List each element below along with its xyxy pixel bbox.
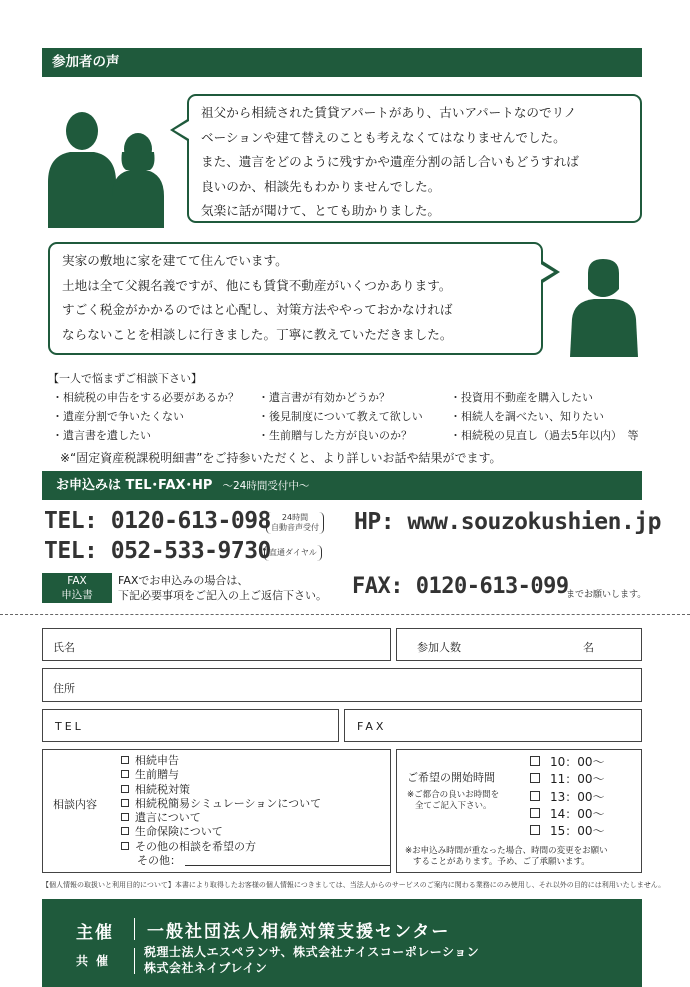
option-label: 遺言について: [135, 811, 201, 825]
time-box: [396, 749, 642, 873]
apply-banner: [42, 471, 642, 500]
consult-option[interactable]: [121, 811, 390, 825]
time-option[interactable]: [530, 806, 605, 823]
time-option[interactable]: [530, 754, 605, 771]
time-value: 14：00～: [550, 806, 605, 821]
name-label: 氏名: [53, 641, 75, 654]
concern-item: ・遺産分割で争いたくない: [52, 410, 184, 423]
time-note-line: 全てご記入下さい。: [415, 801, 492, 811]
woman-silhouette: [112, 133, 164, 228]
address-field[interactable]: [42, 668, 642, 702]
tel-field[interactable]: [42, 709, 339, 742]
fax-badge-line: 申込書: [61, 589, 93, 601]
consult-option[interactable]: [121, 840, 390, 854]
consult-option[interactable]: [121, 797, 390, 811]
testimonial-line: 気楽に話が聞けて、とても助かりました。: [201, 203, 441, 218]
fax-instruction-line: 下記必要事項をご記入の上ご返信下さい。: [118, 589, 327, 602]
checkbox[interactable]: [121, 842, 129, 850]
testimonial-line: ベーションや建て替えのことも考えなくてはなりませんでした。: [201, 129, 566, 145]
bubble-tail-inner: [174, 121, 189, 139]
time-note: [407, 790, 499, 812]
other-input-line[interactable]: [185, 865, 390, 866]
time-warning-line: することがあります。予め、ご了承願います。: [413, 857, 590, 867]
testimonial-line: 祖父から相続された賃貸アパートがあり、古いアパートなのでリノ: [201, 105, 577, 120]
participants-unit: 名: [583, 641, 594, 654]
option-label: 相続申告: [135, 754, 179, 767]
address-label: 住所: [53, 682, 75, 695]
fax-badge-line: FAX: [67, 575, 87, 587]
time-option[interactable]: [530, 823, 605, 840]
checkbox[interactable]: [121, 770, 129, 778]
time-value: 13：00～: [550, 789, 605, 804]
person-silhouette-icon: [566, 255, 642, 357]
concerns-title: 【一人で悩まずご相談下さい】: [48, 372, 202, 385]
time-option[interactable]: [530, 789, 605, 806]
checkbox[interactable]: [121, 785, 129, 793]
checkbox[interactable]: [530, 756, 540, 766]
testimonial-line: ならないことを相談しに行きました。丁寧に教えていただきました。: [62, 326, 453, 342]
divider: [134, 948, 135, 974]
checkbox[interactable]: [121, 756, 129, 764]
checkbox[interactable]: [121, 813, 129, 821]
time-label: ご希望の開始時間: [407, 771, 495, 784]
option-label: 相続税対策: [135, 782, 190, 796]
fax-after-text: までお願いします。: [566, 590, 647, 600]
testimonial-line: また、遺言をどのように残すかや遺産分割の話し合いもどうすれば: [201, 154, 579, 169]
consult-option[interactable]: [121, 768, 390, 782]
concern-item: ・相続人を調べたい、知りたい: [450, 410, 604, 423]
concern-item: ・遺言書が有効かどうか？: [258, 391, 390, 404]
checkbox[interactable]: [121, 827, 129, 835]
concern-item: ・生前贈与した方が良いのか？: [258, 429, 412, 442]
tel-note-line: 24時間: [281, 513, 309, 522]
consultation-box: [42, 749, 391, 873]
testimonial-bubble-1: [187, 94, 642, 223]
tel-direct[interactable]: TEL: 052-533-9730: [44, 538, 271, 564]
consultation-options: [121, 754, 390, 868]
name-field[interactable]: [42, 628, 391, 661]
time-note-line: ※ご都合の良いお時間を: [407, 790, 500, 800]
time-option[interactable]: [530, 771, 605, 788]
concern-item: ・投資用不動産を購入したい: [450, 391, 593, 404]
other-row[interactable]: [121, 854, 390, 868]
couple-silhouette-icon: [42, 104, 172, 228]
option-label: 生命保険について: [135, 825, 223, 839]
checkbox[interactable]: [121, 799, 129, 807]
checkbox[interactable]: [530, 791, 540, 801]
concern-item: ・後見制度について教えて欲しい: [258, 410, 423, 423]
checkbox[interactable]: [530, 825, 540, 835]
time-value: 11：00～: [550, 772, 605, 787]
fax-field[interactable]: [344, 709, 642, 742]
cut-line: [0, 614, 690, 615]
section-header-voices: 参加者の声: [42, 48, 642, 77]
host-name: 一般社団法人相続対策支援センター: [147, 922, 451, 942]
homepage-link[interactable]: HP: www.souzokushien.jp: [354, 509, 661, 535]
fax-application-badge: [42, 573, 112, 603]
testimonial-line: 土地は全て父親名義ですが、他にも賃貸不動産がいくつかあります。: [62, 277, 452, 293]
bring-document-note: ※“固定資産税課税明細書”をご持参いただくと、より詳しいお話や結果がでます。: [60, 451, 502, 465]
co-host-label: 共催: [76, 954, 117, 968]
fax-number[interactable]: FAX: 0120-613-099: [352, 574, 569, 599]
testimonial-line: 良いのか、相談先もわかりませんでした。: [201, 178, 441, 194]
option-label: 相続税簡易シミュレーションについて: [135, 796, 322, 810]
checkbox[interactable]: [530, 808, 540, 818]
fax-instructions: [118, 573, 327, 603]
checkbox[interactable]: [530, 773, 540, 783]
consult-option[interactable]: [121, 825, 390, 839]
concern-item: ・相続税の申告をする必要があるか？: [52, 391, 239, 404]
co-host-names: [144, 944, 479, 976]
concern-item: ・遺言書を遺したい: [52, 429, 151, 442]
tel-note-line: 自動音声受付: [271, 523, 319, 532]
co-host-line: 税理士法人エスペランサ、株式会社ナイスコーポレーション: [144, 945, 480, 959]
tel-freedial-note: [266, 512, 324, 534]
consult-option[interactable]: [121, 783, 390, 797]
time-options: [530, 754, 605, 840]
option-label: 生前贈与: [135, 768, 179, 782]
man-silhouette: [48, 112, 116, 228]
divider: [134, 918, 135, 940]
time-value: 10：00～: [550, 755, 605, 769]
time-warning-line: ※お申込み時間が重なった場合、時間の変更をお願い: [405, 846, 608, 856]
tel-freedial[interactable]: TEL: 0120-613-098: [44, 508, 271, 534]
time-warning: [405, 846, 608, 868]
time-value: 15：00～: [550, 824, 605, 839]
testimonial-bubble-2: [48, 242, 543, 355]
fax-instruction-line: FAXでお申込みの場合は、: [118, 574, 249, 587]
bubble-tail-inner: [539, 263, 554, 281]
consult-option[interactable]: [121, 754, 390, 768]
fax-label: FAX: [357, 720, 387, 733]
other-label: その他：: [137, 854, 181, 868]
co-host-line: 株式会社ネイブレイン: [144, 961, 268, 975]
apply-subtitle: ～24時間受付中～: [222, 480, 310, 492]
tel-direct-note: 直通ダイヤル: [264, 545, 322, 561]
apply-title: お申込みは TEL･FAX･HP: [56, 478, 213, 493]
participants-label: 参加人数: [417, 641, 461, 654]
testimonial-line: 実家の敷地に家を建てて住んでいます。: [62, 253, 288, 268]
testimonial-line: すごく税金がかかるのではと心配し、対策方法ややっておかなければ: [62, 302, 453, 317]
concern-item: ・相続税の見直し（過去5年以内） 等: [450, 429, 639, 442]
option-label: その他の相談を希望の方: [135, 839, 256, 853]
tel-label: TEL: [55, 720, 84, 733]
host-label: 主催: [76, 923, 114, 943]
consultation-label: 相談内容: [53, 798, 97, 811]
participants-field[interactable]: [396, 628, 642, 661]
privacy-notice: 【個人情報の取扱いと利用目的について】本書により取得したお客様の個人情報につきましては、当法人からのサービスのご案内に関わる業務にのみ使用し、それ以外の目的には利用いたしません。: [42, 881, 666, 889]
